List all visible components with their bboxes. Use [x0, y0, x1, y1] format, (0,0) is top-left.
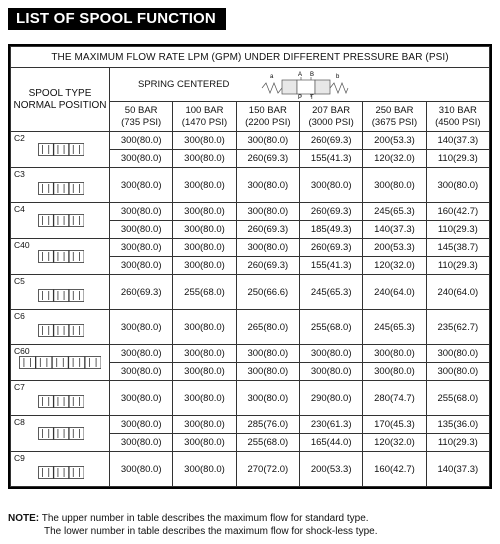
flow-value-cell: 260(69.3) [110, 275, 173, 310]
flow-value-cell: 110(29.3) [426, 434, 489, 452]
table-row [11, 168, 490, 203]
flow-value-cell: 300(80.0) [173, 132, 236, 150]
flow-value-cell: 260(69.3) [299, 132, 362, 150]
spring-centered-header [110, 68, 490, 102]
flow-value-cell: 300(80.0) [236, 203, 299, 221]
schem-label-T: T [310, 95, 314, 100]
flow-value-cell: 300(80.0) [236, 239, 299, 257]
flow-value-cell: 200(53.3) [363, 132, 426, 150]
flow-value-cell: 245(65.3) [363, 203, 426, 221]
flow-value-cell: 300(80.0) [173, 168, 236, 203]
flow-value-cell: 260(69.3) [299, 203, 362, 221]
flow-value-cell: 270(72.0) [236, 452, 299, 487]
flow-value-cell: 300(80.0) [173, 416, 236, 434]
spool-code: C6 [14, 311, 25, 321]
table-main-header: THE MAXIMUM FLOW RATE LPM (GPM) UNDER DIFFERENT PRESSURE BAR (PSI) [11, 47, 490, 68]
flow-value-cell: 255(68.0) [299, 310, 362, 345]
flow-value-cell: 300(80.0) [110, 310, 173, 345]
pressure-header-5: 250 BAR (3675 PSI) [363, 102, 426, 132]
flow-value-cell: 300(80.0) [110, 363, 173, 381]
pressure-header-1: 50 BAR (735 PSI) [110, 102, 173, 132]
spool-symbol-icon [38, 427, 84, 440]
flow-value-cell: 300(80.0) [236, 381, 299, 416]
spring-centered-schematic-icon [260, 70, 350, 100]
flow-value-cell: 260(69.3) [299, 239, 362, 257]
flow-value-cell: 255(68.0) [173, 275, 236, 310]
flow-value-cell: 260(69.3) [236, 221, 299, 239]
note-line-1: The upper number in table describes the maximum flow for standard type. [41, 513, 369, 524]
spool-code: C8 [14, 417, 25, 427]
flow-value-cell: 140(37.3) [426, 452, 489, 487]
flow-value-cell: 110(29.3) [426, 221, 489, 239]
flow-value-cell: 300(80.0) [173, 257, 236, 275]
pressure-header-4: 207 BAR (3000 PSI) [299, 102, 362, 132]
spool-code: C40 [14, 240, 30, 250]
flow-value-cell: 285(76.0) [236, 416, 299, 434]
spool-type-cell [11, 203, 110, 239]
spool-symbol [38, 427, 84, 440]
spool-symbol-icon [19, 356, 101, 369]
flow-value-cell: 245(65.3) [363, 310, 426, 345]
flow-value-cell: 170(45.3) [363, 416, 426, 434]
flow-value-cell: 300(80.0) [110, 452, 173, 487]
table-row [11, 203, 490, 221]
spool-code: C2 [14, 133, 25, 143]
flow-value-cell: 120(32.0) [363, 434, 426, 452]
flow-value-cell: 300(80.0) [236, 345, 299, 363]
flow-value-cell: 300(80.0) [110, 434, 173, 452]
spool-type-header [11, 68, 110, 132]
spool-code: C5 [14, 276, 25, 286]
flow-value-cell: 235(62.7) [426, 310, 489, 345]
flow-value-cell: 300(80.0) [173, 310, 236, 345]
flow-value-cell: 300(80.0) [110, 168, 173, 203]
flow-value-cell: 290(80.0) [299, 381, 362, 416]
spool-symbol [38, 214, 84, 227]
table-row [11, 275, 490, 310]
flow-value-cell: 160(42.7) [363, 452, 426, 487]
flow-value-cell: 250(66.6) [236, 275, 299, 310]
spool-function-table-frame [8, 44, 492, 489]
flow-value-cell: 300(80.0) [236, 132, 299, 150]
spool-type-cell [11, 168, 110, 203]
flow-value-cell: 300(80.0) [236, 168, 299, 203]
flow-value-cell: 185(49.3) [299, 221, 362, 239]
spool-code: C7 [14, 382, 25, 392]
flow-value-cell: 300(80.0) [299, 363, 362, 381]
flow-value-cell: 300(80.0) [236, 363, 299, 381]
spool-symbol-icon [38, 466, 84, 479]
spool-symbol [38, 466, 84, 479]
table-row [11, 310, 490, 345]
spool-symbol-icon [38, 324, 84, 337]
flow-value-cell: 155(41.3) [299, 150, 362, 168]
pressure-header-3: 150 BAR (2200 PSI) [236, 102, 299, 132]
flow-value-cell: 300(80.0) [110, 239, 173, 257]
table-row [11, 381, 490, 416]
table-row [11, 239, 490, 257]
flow-value-cell: 140(37.3) [426, 132, 489, 150]
table-body [11, 132, 490, 487]
spool-code: C9 [14, 453, 25, 463]
spool-code: C3 [14, 169, 25, 179]
spool-code: C60 [14, 346, 30, 356]
flow-value-cell: 140(37.3) [363, 221, 426, 239]
flow-value-cell: 300(80.0) [173, 150, 236, 168]
flow-value-cell: 240(64.0) [363, 275, 426, 310]
flow-value-cell: 145(38.7) [426, 239, 489, 257]
spool-symbol-icon [38, 395, 84, 408]
pressure-header-6: 310 BAR (4500 PSI) [426, 102, 489, 132]
flow-value-cell: 265(80.0) [236, 310, 299, 345]
spool-type-cell [11, 239, 110, 275]
flow-value-cell: 300(80.0) [363, 363, 426, 381]
flow-value-cell: 160(42.7) [426, 203, 489, 221]
spool-code: C4 [14, 204, 25, 214]
flow-value-cell: 300(80.0) [173, 363, 236, 381]
flow-value-cell: 300(80.0) [426, 345, 489, 363]
spool-symbol [38, 324, 84, 337]
flow-value-cell: 300(80.0) [299, 345, 362, 363]
flow-value-cell: 120(32.0) [363, 150, 426, 168]
spool-symbol [38, 182, 84, 195]
schem-label-b: b [336, 74, 340, 80]
spool-type-cell [11, 275, 110, 310]
flow-value-cell: 300(80.0) [110, 221, 173, 239]
pressure-header-2: 100 BAR (1470 PSI) [173, 102, 236, 132]
table-row [11, 416, 490, 434]
flow-value-cell: 255(68.0) [426, 381, 489, 416]
flow-value-cell: 300(80.0) [173, 239, 236, 257]
schem-label-P: P [298, 95, 303, 100]
spool-symbol [38, 289, 84, 302]
spool-symbol-icon [38, 250, 84, 263]
spool-symbol-icon [38, 289, 84, 302]
flow-value-cell: 300(80.0) [173, 203, 236, 221]
flow-value-cell: 155(41.3) [299, 257, 362, 275]
flow-value-cell: 300(80.0) [110, 132, 173, 150]
flow-value-cell: 300(80.0) [110, 381, 173, 416]
spool-type-cell [11, 452, 110, 487]
spool-type-cell [11, 132, 110, 168]
flow-value-cell: 255(68.0) [236, 434, 299, 452]
flow-value-cell: 300(80.0) [299, 168, 362, 203]
flow-value-cell: 300(80.0) [426, 363, 489, 381]
flow-value-cell: 110(29.3) [426, 257, 489, 275]
spool-symbol [38, 395, 84, 408]
flow-value-cell: 300(80.0) [110, 203, 173, 221]
spool-type-cell [11, 381, 110, 416]
flow-value-cell: 300(80.0) [173, 345, 236, 363]
spool-type-header-line2: NORMAL POSITION [13, 99, 107, 111]
page-title: LIST OF SPOOL FUNCTION [8, 8, 226, 30]
spool-symbol [38, 143, 84, 156]
schem-label-A: A [298, 72, 303, 78]
note [8, 512, 377, 538]
spring-centered-label: SPRING CENTERED [138, 79, 230, 90]
flow-value-cell: 300(80.0) [110, 345, 173, 363]
spool-type-cell [11, 345, 110, 381]
flow-value-cell: 300(80.0) [363, 168, 426, 203]
spool-symbol [38, 250, 84, 263]
schem-label-B: B [310, 72, 315, 78]
spool-type-cell [11, 416, 110, 452]
flow-value-cell: 300(80.0) [110, 150, 173, 168]
flow-value-cell: 300(80.0) [173, 221, 236, 239]
flow-value-cell: 300(80.0) [173, 381, 236, 416]
table-row [11, 452, 490, 487]
spool-symbol-icon [38, 143, 84, 156]
table-row [11, 132, 490, 150]
note-label: NOTE: [8, 513, 40, 524]
flow-value-cell: 120(32.0) [363, 257, 426, 275]
flow-value-cell: 240(64.0) [426, 275, 489, 310]
flow-value-cell: 300(80.0) [173, 452, 236, 487]
flow-value-cell: 200(53.3) [363, 239, 426, 257]
flow-value-cell: 260(69.3) [236, 150, 299, 168]
table-row [11, 345, 490, 363]
spool-function-table [10, 46, 490, 487]
note-line-2: The lower number in table describes the maximum flow for shock-less type. [44, 526, 378, 537]
schem-label-a: a [270, 74, 274, 80]
flow-value-cell: 280(74.7) [363, 381, 426, 416]
spool-type-header-line1: SPOOL TYPE [28, 87, 92, 99]
flow-value-cell: 200(53.3) [299, 452, 362, 487]
flow-value-cell: 260(69.3) [236, 257, 299, 275]
flow-value-cell: 110(29.3) [426, 150, 489, 168]
flow-value-cell: 135(36.0) [426, 416, 489, 434]
flow-value-cell: 300(80.0) [110, 416, 173, 434]
spool-symbol [19, 356, 101, 369]
spool-symbol-icon [38, 182, 84, 195]
spool-symbol-icon [38, 214, 84, 227]
flow-value-cell: 300(80.0) [173, 434, 236, 452]
flow-value-cell: 165(44.0) [299, 434, 362, 452]
flow-value-cell: 300(80.0) [363, 345, 426, 363]
flow-value-cell: 230(61.3) [299, 416, 362, 434]
spool-type-cell [11, 310, 110, 345]
flow-value-cell: 300(80.0) [110, 257, 173, 275]
flow-value-cell: 300(80.0) [426, 168, 489, 203]
flow-value-cell: 245(65.3) [299, 275, 362, 310]
